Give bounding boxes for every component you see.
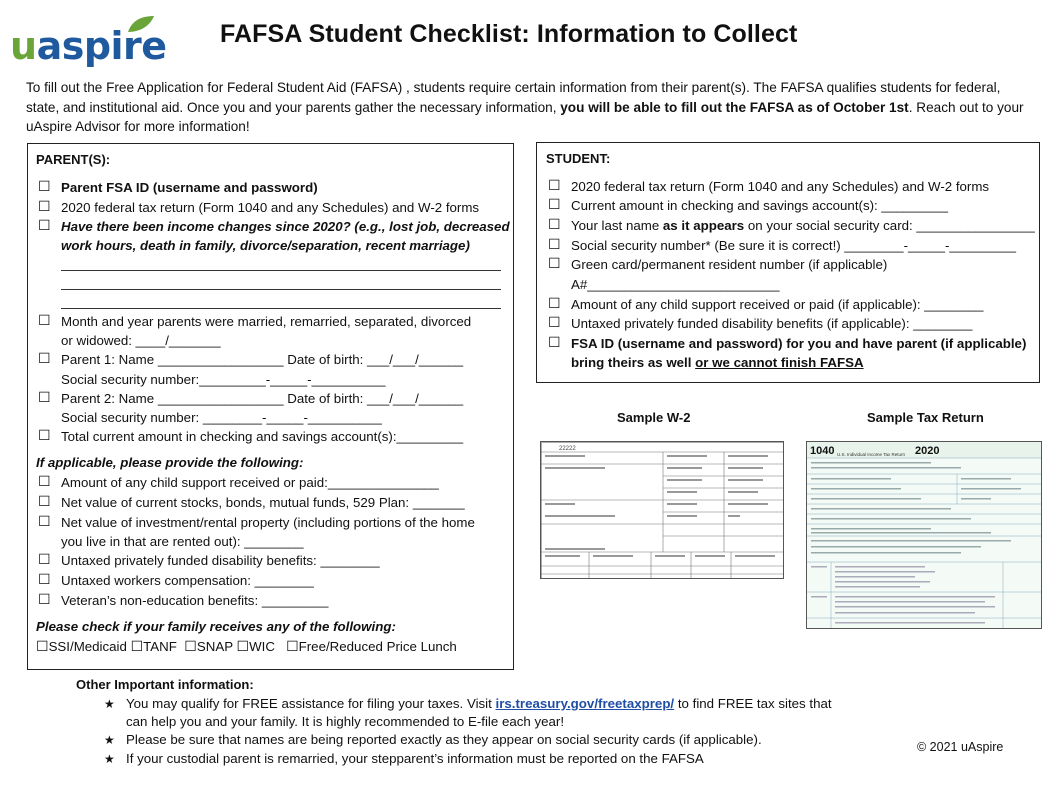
form-1040-label: 1040 bbox=[810, 445, 835, 457]
star-bullet-icon: ★ bbox=[104, 733, 115, 747]
logo-u: u bbox=[10, 24, 37, 68]
last-name-text-c: on your social security card: ________________ bbox=[744, 218, 1035, 233]
page-title: FAFSA Student Checklist: Information to Collect bbox=[220, 20, 798, 48]
checkbox[interactable]: ☐ bbox=[38, 390, 51, 406]
program-snap: SNAP bbox=[196, 639, 233, 654]
student-section-title: STUDENT: bbox=[546, 151, 611, 166]
w2-code: 22222 bbox=[559, 446, 576, 452]
checkbox[interactable]: ☐ bbox=[236, 639, 250, 655]
parent-stocks: Net value of current stocks, bonds, mutual funds, 529 Plan: _______ bbox=[61, 495, 465, 510]
parent-investment-2: you live in that are rented out): ________ bbox=[61, 534, 304, 549]
checkbox[interactable]: ☐ bbox=[38, 313, 51, 329]
student-green-card-number: A#__________________________ bbox=[571, 277, 780, 292]
parent2-ssn: Social security number: ________-_____-__________ bbox=[61, 410, 382, 425]
checkbox[interactable]: ☐ bbox=[548, 178, 561, 194]
checkbox[interactable]: ☐ bbox=[36, 639, 49, 655]
receives-programs-heading: Please check if your family receives any of the following: bbox=[36, 619, 396, 634]
star-bullet-icon: ★ bbox=[104, 697, 115, 711]
sample-1040-image bbox=[806, 441, 1042, 629]
student-green-card: Green card/permanent resident number (if applicable) bbox=[571, 257, 888, 272]
student-checking: Current amount in checking and savings account(s): _________ bbox=[571, 198, 948, 213]
student-child-support: Amount of any child support received or paid (if applicable): ________ bbox=[571, 297, 984, 312]
checkbox[interactable]: ☐ bbox=[38, 514, 51, 530]
bullet1-text-a: You may qualify for FREE assistance for filing your taxes. Visit bbox=[126, 696, 496, 711]
sample-tax-return-title: Sample Tax Return bbox=[867, 410, 984, 425]
checkbox[interactable]: ☐ bbox=[184, 639, 197, 655]
uaspire-logo bbox=[8, 14, 178, 70]
other-bullet-1-cont: can help you and your family. It is highly recommended to E-file each year! bbox=[126, 714, 565, 729]
answer-line[interactable] bbox=[61, 308, 501, 309]
student-last-name bbox=[571, 216, 1035, 236]
checkbox[interactable]: ☐ bbox=[548, 217, 561, 233]
student-fsa-id-1: FSA ID (username and password) for you and have parent (if applicable) bbox=[571, 336, 1027, 351]
checkbox[interactable]: ☐ bbox=[548, 256, 561, 272]
other-bullet-3: If your custodial parent is remarried, your stepparent’s information must be reported on the FAFSA bbox=[126, 751, 704, 766]
checkbox[interactable]: ☐ bbox=[548, 315, 561, 331]
fsa-text-a: bring theirs as well bbox=[571, 355, 696, 370]
parent-investment-1: Net value of investment/rental property (including portions of the home bbox=[61, 515, 475, 530]
form-name-label: U.S. Individual Income Tax Return bbox=[837, 452, 905, 457]
freetaxprep-link[interactable]: irs.treasury.gov/freetaxprep/ bbox=[495, 696, 675, 711]
checkbox[interactable]: ☐ bbox=[38, 428, 51, 444]
checkbox[interactable]: ☐ bbox=[548, 296, 561, 312]
checkbox[interactable]: ☐ bbox=[38, 552, 51, 568]
checkbox[interactable]: ☐ bbox=[38, 199, 51, 215]
parent2-name-dob: Parent 2: Name _________________ Date of birth: ___/___/______ bbox=[61, 391, 464, 406]
checkbox[interactable]: ☐ bbox=[38, 494, 51, 510]
tax-1040-form-graphic bbox=[807, 442, 1042, 629]
checkbox[interactable]: ☐ bbox=[38, 351, 51, 367]
checkbox[interactable]: ☐ bbox=[38, 218, 51, 234]
other-bullet-2: Please be sure that names are being reported exactly as they appear on social security cards (if applicable). bbox=[126, 732, 762, 747]
parent-workers-comp: Untaxed workers compensation: ________ bbox=[61, 573, 314, 588]
program-wic: WIC bbox=[249, 639, 275, 654]
checkbox[interactable]: ☐ bbox=[38, 572, 51, 588]
parent1-ssn: Social security number:_________-_____-__________ bbox=[61, 372, 386, 387]
programs-row bbox=[36, 637, 457, 658]
checkbox[interactable]: ☐ bbox=[548, 237, 561, 253]
checkbox[interactable]: ☐ bbox=[548, 335, 561, 351]
intro-bold-text: you will be able to fill out the FAFSA as of October 1st bbox=[560, 99, 909, 115]
student-ssn: Social security number* (Be sure it is correct!) ________-_____-_________ bbox=[571, 238, 1016, 253]
parents-married-date-2: or widowed: ____/_______ bbox=[61, 333, 221, 348]
program-ssi: SSI/Medicaid bbox=[48, 639, 127, 654]
student-checklist-box bbox=[536, 142, 1040, 383]
income-changes-q2: work hours, death in family, divorce/separation, recent marriage) bbox=[61, 238, 470, 253]
parents-married-date-1: Month and year parents were married, remarried, separated, divorced bbox=[61, 314, 472, 329]
w2-form-graphic bbox=[541, 442, 784, 579]
answer-line[interactable] bbox=[61, 270, 501, 271]
last-name-text-a: Your last name bbox=[571, 218, 663, 233]
checkbox[interactable]: ☐ bbox=[548, 197, 561, 213]
sample-w2-title: Sample W-2 bbox=[617, 410, 691, 425]
answer-line[interactable] bbox=[61, 289, 501, 290]
parent-veteran-benefits: Veteran’s non-education benefits: _________ bbox=[61, 593, 329, 608]
parent-disability: Untaxed privately funded disability benefits: ________ bbox=[61, 553, 380, 568]
checkbox[interactable]: ☐ bbox=[38, 592, 51, 608]
student-tax-return: 2020 federal tax return (Form 1040 and any Schedules) and W-2 forms bbox=[571, 179, 990, 194]
student-fsa-id-2 bbox=[571, 353, 864, 373]
parent-checking-savings: Total current amount in checking and savings account(s):_________ bbox=[61, 429, 464, 444]
intro-text-1: To fill out the Free Application for Federal Student Aid (FAFSA) , students require certain information from their parent(s). The FAFSA qualifies students for federal, state, and institutional aid. Once you and your parents gather the necessary information, bbox=[26, 80, 1001, 115]
checkbox[interactable]: ☐ bbox=[38, 474, 51, 490]
intro-paragraph bbox=[26, 78, 1026, 137]
program-tanf: TANF bbox=[143, 639, 177, 654]
intro-text-2: . Reach out to your uAspire Advisor for more information! bbox=[26, 99, 1024, 134]
parent1-name-dob: Parent 1: Name _________________ Date of birth: ___/___/______ bbox=[61, 352, 464, 367]
student-disability: Untaxed privately funded disability benefits (if applicable): ________ bbox=[571, 316, 973, 331]
copyright-text: © 2021 uAspire bbox=[917, 740, 1004, 754]
parent-tax-return: 2020 federal tax return (Form 1040 and any Schedules) and W-2 forms bbox=[61, 200, 480, 215]
income-changes-q1: Have there been income changes since 2020? (e.g., lost job, decreased bbox=[61, 219, 510, 234]
star-bullet-icon: ★ bbox=[104, 752, 115, 766]
sample-w2-image bbox=[540, 441, 784, 579]
other-info-title: Other Important information: bbox=[76, 677, 254, 692]
program-free-lunch: Free/Reduced Price Lunch bbox=[298, 639, 457, 654]
other-bullet-1 bbox=[126, 694, 832, 713]
parent-fsa-id: Parent FSA ID (username and password) bbox=[61, 180, 318, 195]
parent-checklist-box bbox=[27, 143, 514, 670]
bullet1-text-b: to find FREE tax sites that bbox=[674, 696, 832, 711]
form-year-label: 2020 bbox=[915, 445, 940, 457]
last-name-text-b: as it appears bbox=[662, 218, 745, 233]
if-applicable-heading: If applicable, please provide the following: bbox=[36, 455, 304, 470]
checkbox[interactable]: ☐ bbox=[130, 639, 144, 655]
logo-aspire: aspire bbox=[36, 24, 167, 68]
fsa-text-b: or we cannot finish FAFSA bbox=[695, 355, 864, 370]
checkbox[interactable]: ☐ bbox=[38, 179, 51, 195]
parent-section-title: PARENT(S): bbox=[36, 152, 111, 167]
checkbox[interactable]: ☐ bbox=[286, 639, 299, 655]
parent-child-support: Amount of any child support received or paid:_______________ bbox=[61, 475, 439, 490]
